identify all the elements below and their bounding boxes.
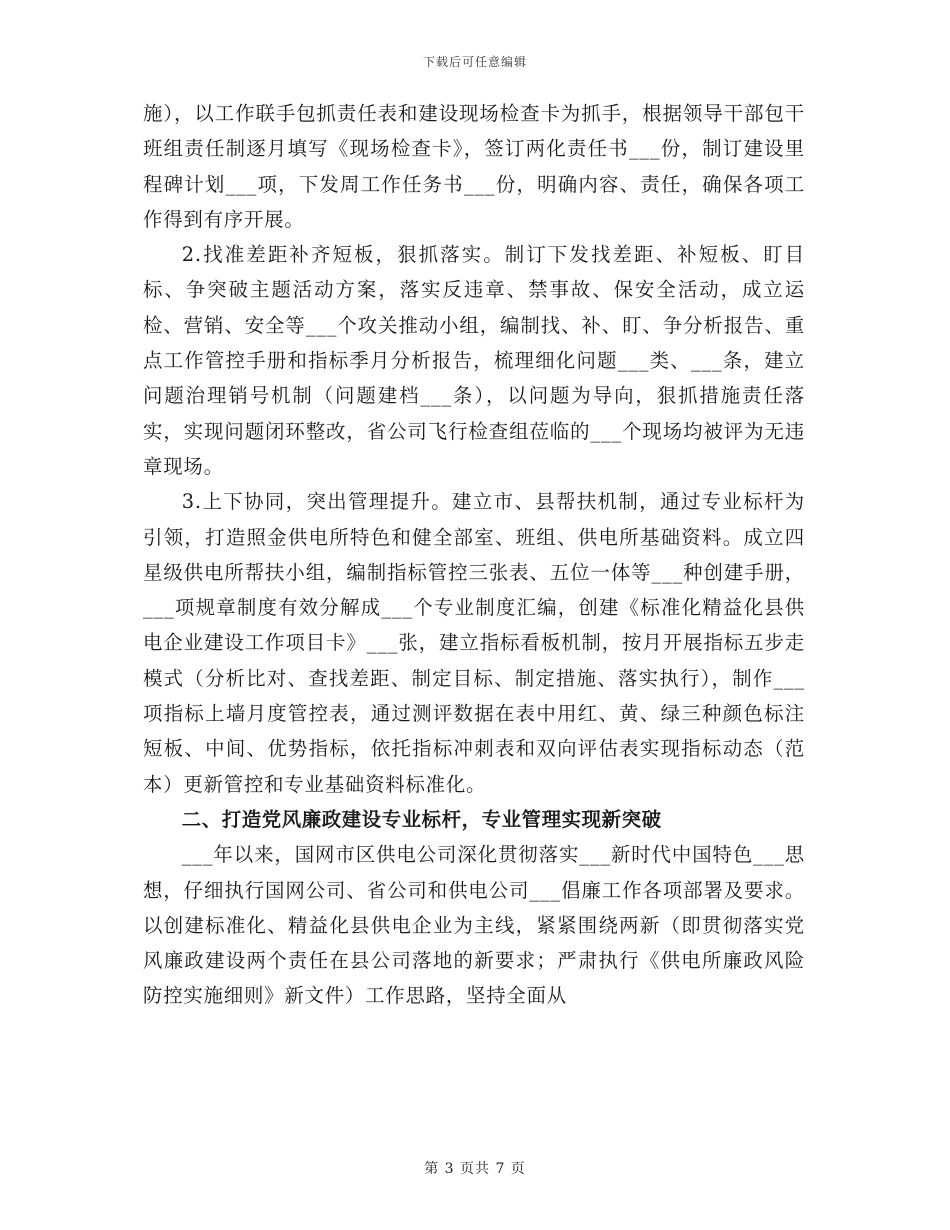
document-body: [143, 96, 805, 1014]
page-footer: 第 3 页共 7 页: [424, 1161, 526, 1177]
paragraph-2: 2.找准差距补齐短板，狠抓落实。制订下发找差距、补短板、盯目标、争突破主题活动方案，落实反违章、禁事故、保安全活动，成立运检、营销、安全等___个攻关推动小组，编制找、补、盯、争分析报告、重点工作管控手册和指标季月分析报告，梳理细化问题___类、___条，建立问题治理销号机制（问题建档___条），以问题为导向，狠抓措施责任落实，实现问题闭环整改，省公司飞行检查组莅临的___个现场均被评为无违章现场。: [143, 243, 805, 478]
paragraph-3: 3.上下协同，突出管理提升。建立市、县帮扶机制，通过专业标杆为引领，打造照金供电所特色和健全部室、班组、供电所基础资料。成立四星级供电所帮扶小组，编制指标管控三张表、五位一体等___种创建手册，___项规章制度有效分解成___个专业制度汇编，创建《标准化精益化县供电企业建设工作项目卡》___张，建立指标看板机制，按月开展指标五步走模式（分析比对、查找差距、制定目标、制定措施、落实执行），制作___项指标上墙月度管控表，通过测评数据在表中用红、黄、绿三种颜色标注短板、中间、优势指标，依托指标冲刺表和双向评估表实现指标动态（范本）更新管控和专业基础资料标准化。: [143, 490, 805, 796]
section-heading: 二、打造党风廉政建设专业标杆，专业管理实现新突破: [181, 807, 662, 831]
paragraph-4: ___年以来，国网市区供电公司深化贯彻落实___新时代中国特色___思想，仔细执行国网公司、省公司和供电公司___倡廉工作各项部署及要求。以创建标准化、精益化县供电企业为主线，紧紧围绕两新（即贯彻落实党风廉政建设两个责任在县公司落地的新要求；严肃执行《供电所廉政风险防控实施细则》新文件）工作思路，坚持全面从: [143, 843, 805, 1008]
page-header: 下载后可任意编辑: [422, 55, 527, 69]
paragraph-1: 施），以工作联手包抓责任表和建设现场检查卡为抓手，根据领导干部包干班组责任制逐月填写《现场检查卡》，签订两化责任书___份，制订建设里程碑计划___项，下发周工作任务书___份，明确内容、责任，确保各项工作得到有序开展。: [143, 102, 805, 231]
